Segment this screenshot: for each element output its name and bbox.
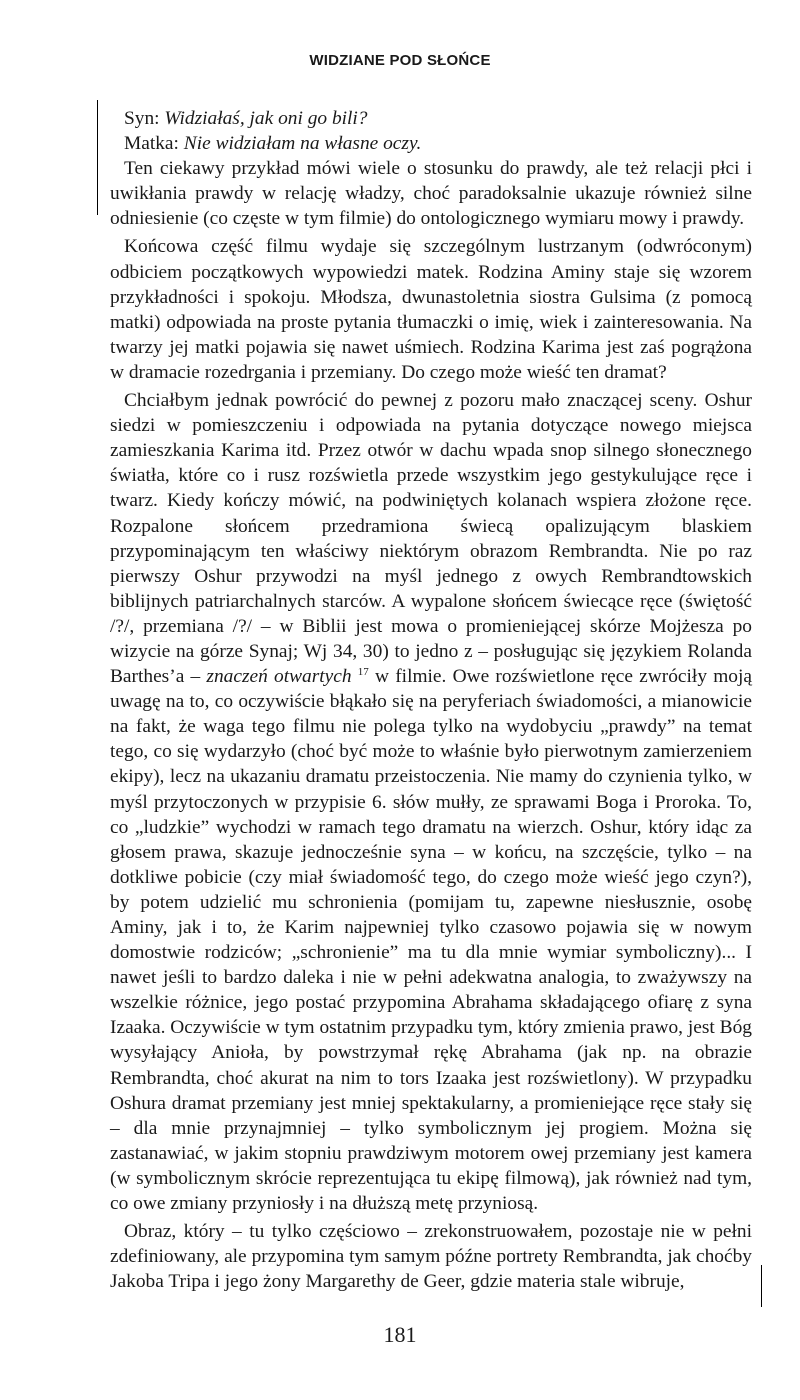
paragraph-2: Końcowa część filmu wydaje się szczególnym lustrzanym (odwróconym) odbiciem początkowych wypowiedzi matek. Rodzina Aminy staje się wzorem przykładności i spokoju. Młodsza, dwunastoletnia siostra Gulsima (z pomocą matki) odpowiada na proste pytania tłumaczki o imię, wiek i zainteresowania. Na twarzy jej matki pojawia się nawet uśmiech. Rodzina Karima jest zaś pogrążona w dramacie rozedrgania i przemiany. Do czego może wieść ten dramat? <box>110 236 752 383</box>
dialog-line-son <box>110 106 752 131</box>
paragraph-4: Obraz, który – tu tylko częściowo – zrekonstruowałem, pozostaje nie w pełni zdefiniowany, ale przypomina tym samym późne portrety Rembrandta, jak choćby Jakoba Tripa i jego żony Margarethy de Geer, gdzie materia stale wibruje, <box>110 1221 752 1293</box>
dialog-speaker: Syn: <box>124 108 160 129</box>
margin-rule-left <box>97 100 98 215</box>
paragraph-3 <box>110 388 752 1216</box>
dialog-line: Nie widziałam na własne oczy. <box>183 133 422 155</box>
footnote-marker[interactable]: 17 <box>357 666 369 679</box>
dialog-speaker: Matka: <box>124 133 179 155</box>
margin-rule-right <box>761 1265 762 1307</box>
dialog-line: Widziałaś, jak oni go bili? <box>164 108 368 129</box>
body-text <box>110 106 752 1294</box>
paragraph-1: Ten ciekawy przykład mówi wiele o stosunku do prawdy, ale też relacji płci i uwikłania prawdy w relację władzy, choć paradoksalnie ukazuje również silne odniesienie (co częste w tym filmie) do ontologicznego wymiaru mowy i prawdy. <box>110 158 752 230</box>
italic-term: znaczeń otwartych <box>206 666 352 688</box>
paragraph-3-part-1: Chciałbym jednak powrócić do pewnej z pozoru mało znaczącej sceny. Oshur siedzi w pomieszczeniu i odpowiada na pytania dotyczące nowego miejsca zamieszkania Karima itd. Przez otwór w dachu wpada snop silnego słonecznego światła, które co i rusz rozświetla przede wszystkim jego gestykulujące ręce i twarz. Kiedy kończy mówić, na podwiniętych kolanach wspiera złożone ręce. Rozpalone słońcem przedramiona świecą opalizującym blaskiem przypominającym ten właściwy niektórym obrazom Rembrandta. Nie po raz pierwszy Oshur przywodzi na myśl jednego z owych Rembrandtowskich biblijnych patriarchalnych starców. A wypalone słońcem świecące ręce (świętość /?/, przemiana /?/ – w Biblii jest mowa o promieniejącej skórze Mojżesza po wizycie na górze Synaj; Wj 34, 30) to jedno z – posługując się językiem Rolanda Barthes’a – <box>110 390 752 688</box>
paragraph-3-part-2: w filmie. Owe rozświetlone ręce zwróciły moją uwagę na to, co oczywiście błąkało się na peryferiach świadomości, a mianowicie na fakt, że waga tego filmu nie polega tylko na wydobyciu „prawdy” na temat tego, co się wydarzyło (choć być może to właśnie było pierwotnym zamierzeniem ekipy), lecz na ukazaniu dramatu przeistoczenia. Nie mamy do czynienia tylko, w myśl przytoczonych w przypisie 6. słów mułły, ze sprawami Boga i Proroka. To, co „ludzkie” wychodzi w ramach tego dramatu na wierzch. Oshur, który idąc za głosem prawa, skazuje jednocześnie syna – w końcu, na szczęście, tylko – na dotkliwe pobicie (czy miał świadomość tego, do czego może wieść jego czyn?), by potem udzielić mu schronienia (pomijam tu, zapewne niesłusznie, osobę Aminy, jak i to, że Karim najpewniej tylko czasowo pojawia się w nowym domostwie rodziców; „schronienie” ma tu dla mnie wymiar symboliczny)... I nawet jeśli to bardzo daleka i nie w pełni adekwatna analogia, to zważywszy na wszelkie różnice, jego postać przypomina Abrahama składającego ofiarę z syna Izaaka. Oczywiście w tym ostatnim przypadku tym, który zmienia prawo, jest Bóg wysyłający Anioła, by powstrzymał rękę Abrahama (jak np. na obrazie Rembrandta, choć akurat na nim to tors Izaaka jest rozświetlony). W przypadku Oshura dramat przemiany jest mniej spektakularny, a promieniejące ręce stały się – dla mnie przynajmniej – tylko symbolicznym jej progiem. Można się zastanawiać, w jakim stopniu prawdziwym motorem owej przemiany jest kamera (w symbolicznym skrócie reprezentująca tu ekipę filmową), jak również nad tym, co owe zmiany przyniosły i na dłuższą metę przyniosą. <box>110 666 752 1215</box>
dialog-line-mother <box>110 131 752 156</box>
page-number: 181 <box>383 1322 417 1347</box>
running-title: WIDZIANE POD SŁOŃCE <box>309 52 491 69</box>
